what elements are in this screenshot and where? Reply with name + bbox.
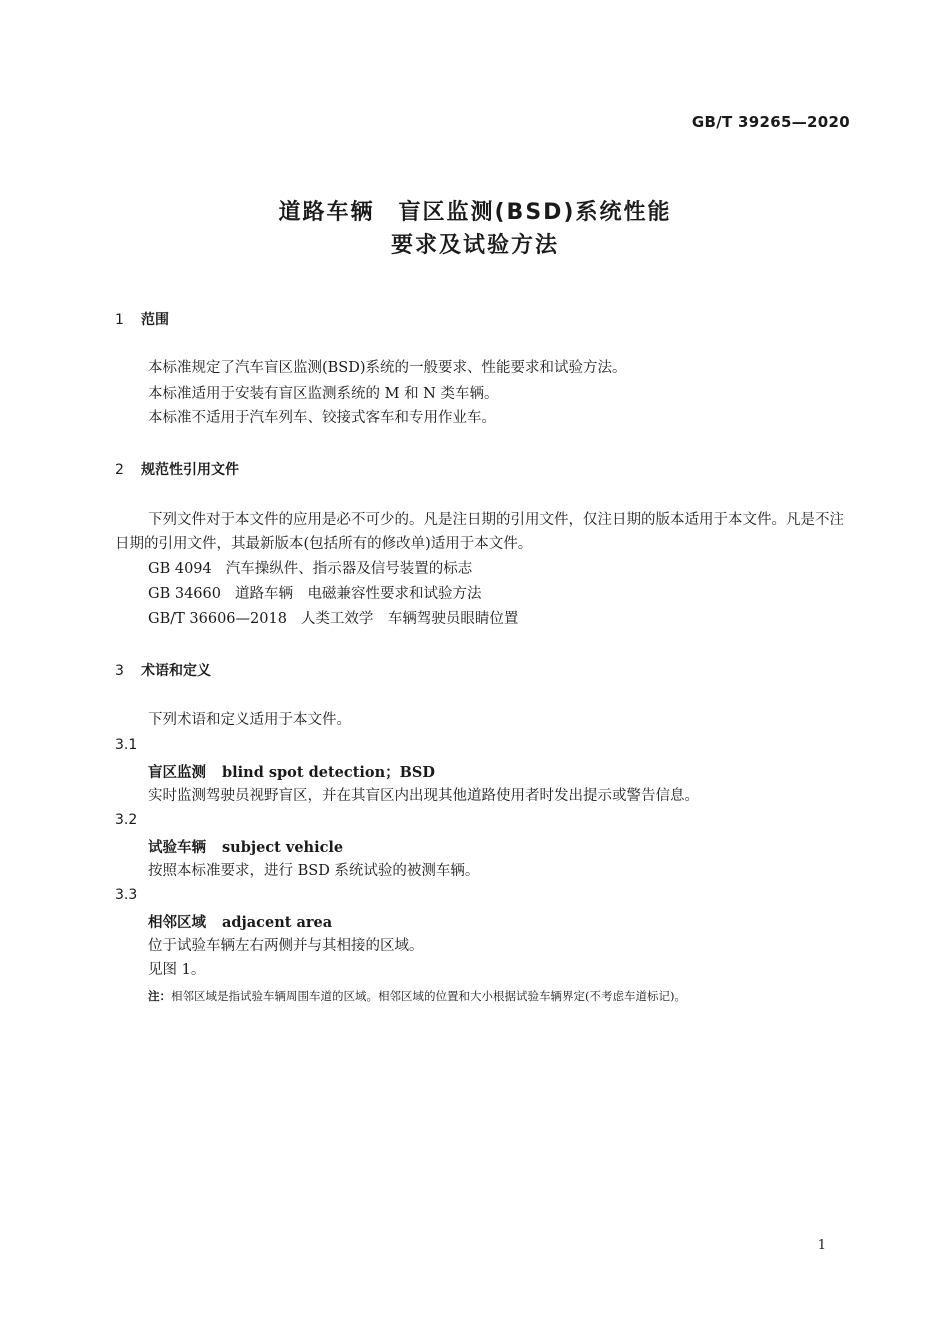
section-3-heading (115, 660, 211, 680)
section-number: 3 (115, 663, 124, 679)
section-title: 范围 (141, 312, 169, 328)
reference-name: 道路车辆 电磁兼容性要求和试验方法 (234, 586, 482, 602)
section-title: 术语和定义 (141, 663, 211, 679)
term-chinese: 试验车辆 (148, 840, 206, 856)
section-2-heading (115, 459, 239, 479)
references-intro: 下列文件对于本文件的应用是必不可少的。凡是注日期的引用文件，仅注日期的版本适用于本文件。凡是不注日期的引用文件，其最新版本(包括所有的修改单)适用于本文件。 (115, 512, 844, 552)
section-title: 规范性引用文件 (141, 462, 239, 478)
note-label: 注： (148, 989, 171, 1003)
section-number: 2 (115, 462, 124, 478)
term-english: adjacent area (222, 914, 333, 931)
section-1-heading (115, 309, 169, 329)
title-line-1: 道路车辆 盲区监测(BSD)系统性能 (278, 200, 672, 225)
note-text: 相邻区域是指试验车辆周围车道的区域。相邻区域的位置和大小根据试验车辆界定(不考虑车道标记)。 (171, 989, 686, 1003)
reference-item (148, 607, 518, 631)
term-number: 3.3 (115, 887, 138, 903)
note (148, 988, 686, 1004)
page-number: 1 (817, 1238, 826, 1253)
reference-name: 人类工效学 车辆驾驶员眼睛位置 (300, 611, 519, 627)
scope-paragraph-3: 本标准不适用于汽车列车、铰接式客车和专用作业车。 (148, 410, 496, 426)
standard-code: GB/T 39265—2020 (691, 113, 850, 131)
section-number: 1 (115, 312, 124, 328)
title-line-2: 要求及试验方法 (390, 233, 559, 258)
reference-item (148, 557, 472, 581)
term-definition: 实时监测驾驶员视野盲区，并在其盲区内出现其他道路使用者时发出提示或警告信息。 (148, 788, 699, 804)
term-english: subject vehicle (222, 839, 344, 856)
term-heading (148, 911, 332, 932)
term-number: 3.1 (115, 737, 138, 753)
reference-code: GB/T 36606—2018 (148, 611, 287, 627)
term-heading (148, 836, 343, 857)
term-chinese: 盲区监测 (148, 765, 206, 781)
document-title (0, 196, 950, 262)
term-number: 3.2 (115, 812, 138, 828)
term-heading (148, 761, 435, 782)
scope-paragraph-1: 本标准规定了汽车盲区监测(BSD)系统的一般要求、性能要求和试验方法。 (148, 360, 627, 376)
reference-name: 汽车操纵件、指示器及信号装置的标志 (225, 561, 473, 577)
term-definition: 位于试验车辆左右两侧并与其相接的区域。 (148, 938, 424, 954)
figure-reference: 见图 1。 (148, 962, 206, 978)
reference-item (148, 582, 481, 606)
terms-intro: 下列术语和定义适用于本文件。 (148, 712, 351, 728)
reference-code: GB 34660 (148, 586, 221, 602)
term-english: blind spot detection；BSD (222, 764, 435, 781)
scope-paragraph-2: 本标准适用于安装有盲区监测系统的 M 和 N 类车辆。 (148, 386, 499, 402)
term-definition: 按照本标准要求，进行 BSD 系统试验的被测车辆。 (148, 863, 480, 879)
reference-code: GB 4094 (148, 561, 212, 577)
term-chinese: 相邻区域 (148, 915, 206, 931)
